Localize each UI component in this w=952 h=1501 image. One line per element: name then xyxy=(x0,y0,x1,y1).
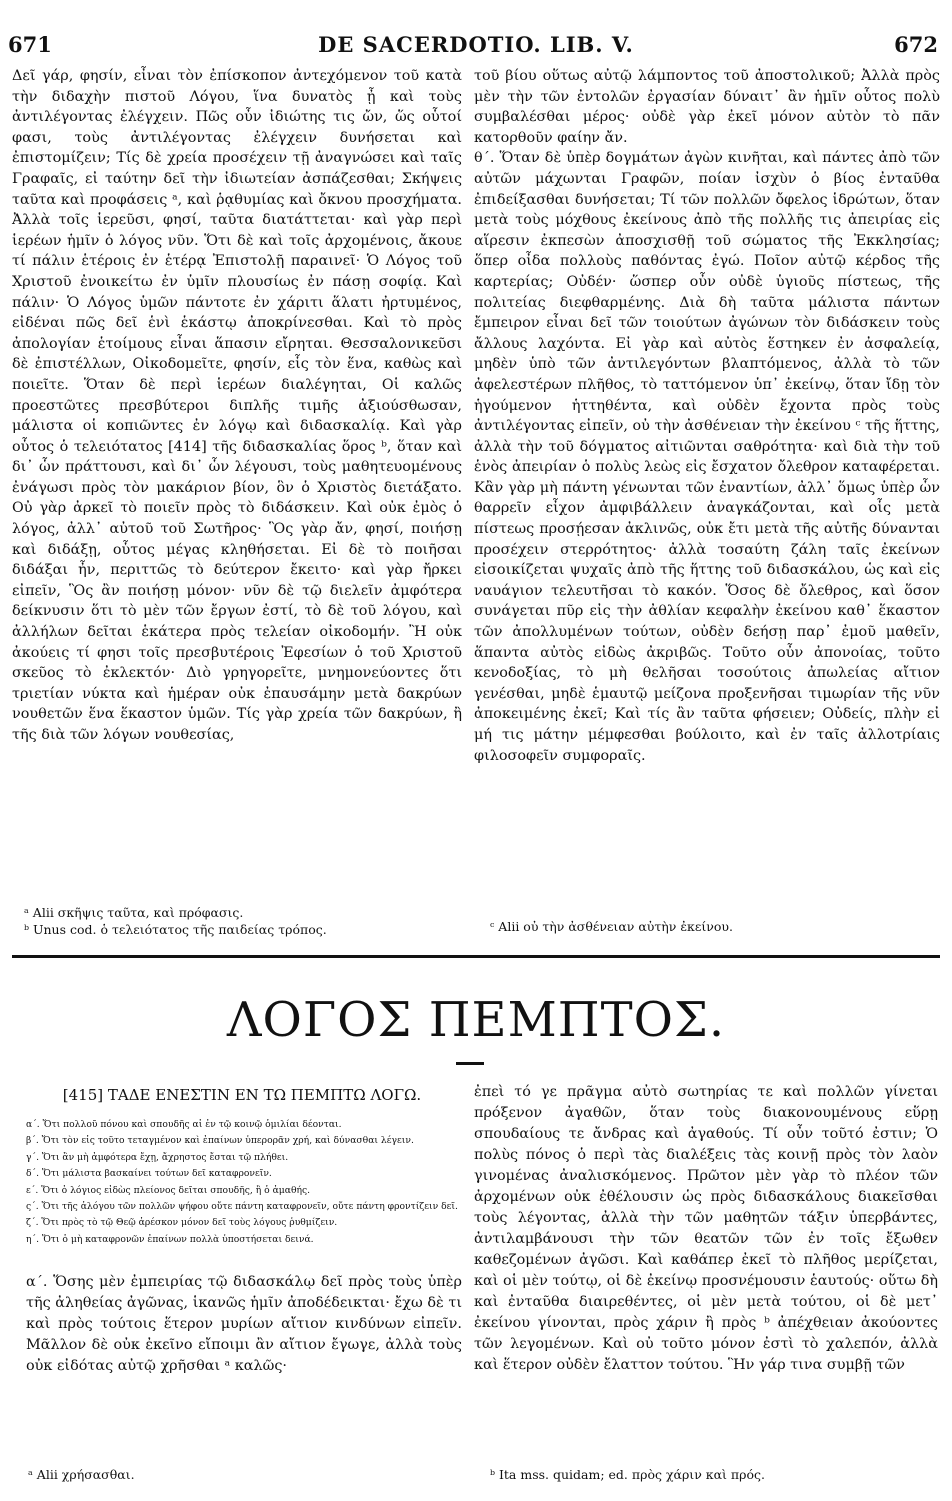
left-column xyxy=(12,66,462,746)
toc-item: η΄. Ὅτι ὁ μὴ καταφρονῶν ἐπαίνων πολλὰ ὑποστήσεται δεινά. xyxy=(26,1233,314,1245)
footnote-lower-right: ᵇ Ita mss. quidam; ed. πρὸς χάριν καὶ πρός. xyxy=(490,1467,765,1482)
toc-item: ζ΄. Ὅτι πρὸς τὸ τῷ Θεῷ ἀρέσκον μόνον δεῖ τοὺς λόγους ῥυθμίζειν. xyxy=(26,1217,338,1229)
toc-item: γ΄. Ὅτι ἂν μὴ ἀμφότερα ἔχῃ, ἄχρηστος ἔσται τῷ πλήθει. xyxy=(26,1151,289,1163)
toc-list xyxy=(26,1117,462,1248)
right-column xyxy=(474,66,940,766)
lower-right-text: ἐπεὶ τό γε πρᾶγμα αὐτὸ σωτηρίας τε καὶ πολλῶν γίνεται πρόξενον ἀγαθῶν, ὅταν τοὺς διακονουμένους εὕρῃ σπουδαίους τε ἄνδρας καὶ ἀγαθούς. Τί οὖν τοῦτό ἐστιν; Ὁ πολὺς πόνος ὁ περὶ τὰς διαλέξεις τὰς κοινῇ πρὸς τὸν λαὸν γινομένας ἀναλισκόμενος. Πρῶτον μὲν γὰρ τὸ πλέον τῶν ἀρχομένων οὐκ ἐθέλουσιν ὡς πρὸς διδασκάλους διακεῖσθαι τοὺς λέγοντας, ἀλλὰ τὴν τῶν μαθητῶν τάξιν ὑπερβάντες, ἀντιλαμβάνουσι τὴν τῶν θεατῶν τῶν ἐν τοῖς ἔξωθεν καθεζομένων ἀγῶσι. Καὶ καθάπερ ἐκεῖ τὸ πλῆθος μερίζεται, καὶ οἱ μὲν τούτῳ, οἱ δὲ ἐκείνῳ προσνέμουσιν ἑαυτούς· οὕτω δὴ καὶ ἐνταῦθα διαιρεθέντες, οἱ μὲν μετὰ τούτου, οἱ δὲ μετ᾽ ἐκείνου γίνονται, πρὸς χάριν ἢ πρὸς ᵇ ἀπέχθειαν ἀκούοντες τῶν λεγομένων. Καὶ οὐ τοῦτο μόνον ἐστὶ τὸ χαλεπόν, ἀλλὰ καὶ ἕτερον οὐδὲν ἔλαττον τούτου. Ἣν γάρ τινα συμβῇ τῶν xyxy=(474,1084,938,1373)
footnote-c: ᶜ Alii οὐ τὴν ἀσθένειαν αὐτὴν ἐκείνου. xyxy=(490,919,733,934)
running-title: DE SACERDOTIO. LIB. V. xyxy=(318,32,634,57)
footnote-a: ᵃ Alii σκῆψις ταῦτα, καὶ πρόφασις. xyxy=(24,905,244,920)
page-number-left: 671 xyxy=(8,32,52,57)
toc-item: ε΄. Ὅτι ὁ λόγιος εἰδὼς πλείονος δεῖται σπουδῆς, ἢ ὁ ἀμαθής. xyxy=(26,1184,311,1196)
lower-left-text: α΄. Ὅσης μὲν ἐμπειρίας τῷ διδασκάλῳ δεῖ πρὸς τοὺς ὑπὲρ τῆς ἀληθείας ἀγῶνας, ἱκανῶς ἡμῖν ἀποδέδεικται· ἔχω δὲ τι καὶ πρὸς τούτοις ἕτερον μυρίων αἴτιον κινδύνων εἰπεῖν. Μᾶλλον δὲ οὐκ ἐκεῖνο εἴποιμι ἂν αἴτιον ἔγωγε, ἀλλὰ τοὺς οὐκ εἰδότας αὐτῷ χρῆσθαι ᵃ καλῶς· xyxy=(26,1274,462,1374)
toc-item: α΄. Ὅτι πολλοῦ πόνου καὶ σπουδῆς αἱ ἐν τῷ κοινῷ ὁμιλίαι δέονται. xyxy=(26,1119,342,1130)
title-dash xyxy=(456,1062,484,1065)
toc-item: δ΄. Ὅτι μάλιστα βασκαίνει τούτων δεῖ καταφρονεῖν. xyxy=(26,1168,272,1180)
toc-item: ς΄. Ὅτι τῆς ἀλόγου τῶν πολλῶν ψήφου οὔτε πάντη καταφρονεῖν, οὔτε πάντη φροντίζειν δεῖ. xyxy=(26,1201,458,1213)
page-number-right: 672 xyxy=(894,32,938,57)
footnote-top-right xyxy=(490,918,930,935)
right-paragraph-1: τοῦ βίου οὕτως αὐτῷ λάμποντος τοῦ ἀποστολικοῦ; Ἀλλὰ πρὸς μὲν τὴν τῶν ἐντολῶν ἐργασίαν δύναιτ᾽ ἂν ἡμῖν οὗτος πολὺ συμβαλέσθαι μέρος· οὐδὲ γὰρ ἐκεῖ μόνον αὐτὸν τὸ πᾶν κατορθοῦν φαίην ἄν. xyxy=(474,68,940,146)
section-title: ΛΟΓΟΣ ΠΕΜΠΤΟΣ. xyxy=(226,992,726,1048)
left-paragraph: Δεῖ γάρ, φησίν, εἶναι τὸν ἐπίσκοπον ἀντεχόμενον τοῦ κατὰ τὴν διδαχὴν πιστοῦ Λόγου, ἵνα δυνατὸς ᾖ καὶ τοὺς ἀντιλέγοντας ἐλέγχειν. Πῶς οὖν ἰδιώτης τις ὤν, ὥς οὗτοί φασι, τοὺς ἀντιλέγοντας ἐλέγχειν δυνήσεται καὶ ἐπιστομίζειν; Τίς δὲ χρεία προσέχειν τῇ ἀναγνώσει καὶ ταῖς Γραφαῖς, εἰ ταύτην δεῖ τὴν ἰδιωτείαν ἀσπάζεσθαι; Σκήψεις ταῦτα καὶ προφάσεις ᵃ, καὶ ῥᾳθυμίας καὶ ὄκνου προσχήματα. Ἀλλὰ τοῖς ἱερεῦσι, φησί, ταῦτα διατάττεται· καὶ γὰρ περὶ ἱερέων ἡμῖν ὁ λόγος νῦν. Ὅτι δὲ καὶ τοῖς ἀρχομένοις, ἄκουε τί πάλιν ἑτέροις ἐν ἑτέρᾳ Ἐπιστολῇ παραινεῖ· Ὁ Λόγος τοῦ Χριστοῦ ἐνοικείτω ἐν ὑμῖν πλουσίως ἐν πάσῃ σοφίᾳ. Καὶ πάλιν· Ὁ Λόγος ὑμῶν πάντοτε ἐν χάριτι ἅλατι ἠρτυμένος, εἰδέναι πῶς δεῖ ἑνὶ ἑκάστῳ ἀποκρίνεσθαι. Καὶ τὸ πρὸς ἀπολογίαν ἑτοίμους εἶναι ἅπασιν εἴρηται. Θεσσαλονικεῦσι δὲ ἐπιστέλλων, Οἰκοδομεῖτε, φησίν, εἷς τὸν ἕνα, καθὼς καὶ ποιεῖτε. Ὅταν δὲ περὶ ἱερέων διαλέγηται, Οἱ καλῶς προεστῶτες πρεσβύτεροι διπλῆς τιμῆς ἀξιούσθωσαν, μάλιστα οἱ κοπιῶντες ἐν λόγῳ καὶ διδασκαλίᾳ. Καὶ γὰρ οὗτος ὁ τελειότατος [414] τῆς διδασκαλίας ὅρος ᵇ, ὅταν καὶ δι᾽ ὧν πράττουσι, καὶ δι᾽ ὧν λέγουσι, τοὺς μαθητευομένους ἐνάγωσι πρὸς τὸν μακάριον βίον, ὃν ὁ Χριστὸς διετάξατο. Οὐ γὰρ ἀρκεῖ τὸ ποιεῖν πρὸς τὸ διδάσκειν. Καὶ οὐκ ἐμὸς ὁ λόγος, ἀλλ᾽ αὐτοῦ τοῦ Σωτῆρος· Ὃς γὰρ ἄν, φησί, ποιήσῃ καὶ διδάξῃ, οὗτος μέγας κληθήσεται. Εἰ δὲ τὸ ποιῆσαι διδάξαι ἦν, περιττῶς τὸ δεύτερον ἔκειτο· καὶ γὰρ ἤρκει εἰπεῖν, Ὃς ἂν ποιήσῃ μόνον· νῦν δὲ τῷ διελεῖν ἀμφότερα δείκνυσιν ὅτι τὸ μὲν τῶν ἔργων ἐστί, τὸ δὲ τοῦ λόγου, καὶ ἀλλήλων δεῖται ἑκάτερα πρὸς τελείαν οἰκοδομήν. Ἢ οὐκ ἀκούεις τί φησι τοῖς πρεσβυτέροις Ἐφεσίων ὁ τοῦ Χριστοῦ σκεῦος τὸ ἐκλεκτόν· Διὸ γρηγορεῖτε, μνημονεύοντες ὅτι τριετίαν νύκτα καὶ ἡμέραν οὐκ ἐπαυσάμην μετὰ δακρύων νουθετῶν ἕνα ἕκαστον ὑμῶν. Τίς γὰρ χρεία τῶν δακρύων, ἢ τῆς διὰ τῶν λόγων νουθεσίας, xyxy=(12,68,462,743)
right-paragraph-2: θ΄. Ὅταν δὲ ὑπὲρ δογμάτων ἀγὼν κινῆται, καὶ πάντες ἀπὸ τῶν αὐτῶν μάχωνται Γραφῶν, ποίαν ἰσχὺν ὁ βίος ἐνταῦθα ἐπιδείξασθαι δυνήσεται; Τί τῶν πολλῶν ὄφελος ἱδρώτων, ὅταν μετὰ τοὺς μόχθους ἐκείνους ἀπὸ τῆς πολλῆς τις ἀπειρίας εἰς αἵρεσιν ἐκπεσὼν ἀποσχισθῇ τοῦ σώματος τῆς Ἐκκλησίας; ὅπερ οἶδα πολλοὺς παθόντας ἐγώ. Ποῖον αὐτῷ κέρδος τῆς καρτερίας; Οὐδέν· ὥσπερ οὖν οὐδὲ ὑγιοῦς πίστεως, τῆς πολιτείας διεφθαρμένης. Διὰ δὴ ταῦτα μάλιστα πάντων ἔμπειρον εἶναι δεῖ τῶν τοιούτων ἀγώνων τὸν διδάσκειν τοὺς ἄλλους λαχόντα. Εἰ γὰρ καὶ αὐτὸς ἕστηκεν ἐν ἀσφαλείᾳ, μηδὲν ὑπὸ τῶν ἀντιλεγόντων βλαπτόμενος, ἀλλὰ τὸ τῶν ἀφελεστέρων πλῆθος, τὸ ταττόμενον ὑπ᾽ ἐκείνῳ, ὅταν ἴδῃ τὸν ἡγούμενον ἡττηθέντα, καὶ οὐδὲν ἔχοντα πρὸς τοὺς ἀντιλέγοντας εἰπεῖν, οὐ τὴν ἀσθένειαν τὴν ἐκείνου ᶜ τῆς ἥττης, ἀλλὰ τὴν τοῦ δόγματος αἰτιῶνται σαθρότητα· καὶ διὰ τὴν τοῦ ἑνὸς ἀπειρίαν ὁ πολὺς λεὼς εἰς ἔσχατον ὄλεθρον καταφέρεται. Κἂν γὰρ μὴ πάντη γένωνται τῶν ἐναντίων, ἀλλ᾽ ὅμως ὑπὲρ ὧν θαρρεῖν εἶχον ἀμφιβάλλειν ἀναγκάζονται, καὶ οἷς μετὰ πίστεως προσῄεσαν ἀκλινῶς, οὐκ ἔτι μετὰ τῆς αὐτῆς δύνανται προσέχειν στερρότητος· ἀλλὰ τοσαύτη ζάλη ταῖς ἐκείνων εἰσοικίζεται ψυχαῖς ἀπὸ τῆς ἥττης τοῦ διδασκάλου, ὡς καὶ εἰς ναυάγιον τελευτῆσαι τὸ κακόν. Ὅσος δὲ ὄλεθρος, καὶ ὅσον συνάγεται πῦρ εἰς τὴν ἀθλίαν κεφαλὴν ἐκείνου καθ᾽ ἕκαστον τῶν ἀπολλυμένων τούτων, οὐδὲν δεήσῃ παρ᾽ ἐμοῦ μαθεῖν, ἅπαντα αὐτὸς εἰδὼς ἀκριβῶς. Τοῦτο οὖν ἀπονοίας, τοῦτο κενοδοξίας, τὸ μὴ θελῆσαι τοσούτοις ἀπωλείας αἴτιον γενέσθαι, μηδὲ ἑμαυτῷ μείζονα προξενῆσαι τιμωρίαν τῆς νῦν ἀποκειμένης ἐκεῖ; Καὶ τίς ἂν ταῦτα φήσειεν; Οὐδείς, πλὴν εἰ μή τις μάτην μέμφεσθαι βούλοιτο, καὶ ἐν ταῖς ἀλλοτρίαις φιλοσοφεῖν συμφοραῖς. xyxy=(474,150,940,764)
page-header xyxy=(0,30,952,60)
footnote-lower-left: ᵃ Alii χρήσασθαι. xyxy=(28,1467,135,1482)
section-divider xyxy=(12,955,940,958)
toc-heading: [415] ΤΑΔΕ ΕΝΕΣΤΙΝ ΕΝ ΤΩ ΠΕΜΠΤΩ ΛΟΓΩ. xyxy=(62,1086,422,1104)
footnote-b: ᵇ Unus cod. ὁ τελειότατος τῆς παιδείας τρόπος. xyxy=(24,922,327,937)
footnotes-top-left xyxy=(24,904,464,938)
toc-item: β΄. Ὅτι τὸν εἰς τοῦτο τεταγμένον καὶ ἐπαίνων ὑπερορᾶν χρή, καὶ δύνασθαι λέγειν. xyxy=(26,1135,414,1147)
